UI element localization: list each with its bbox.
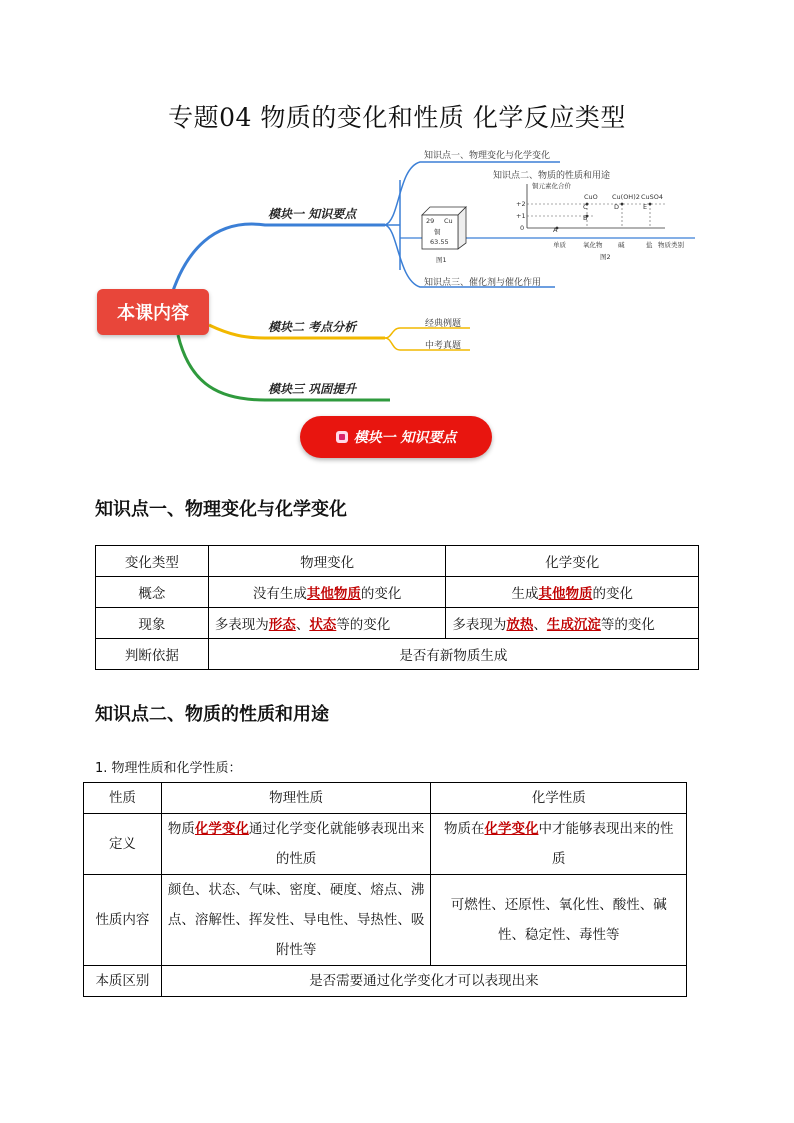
cell-text: 物质在: [443, 821, 485, 837]
chart-point-label: A: [553, 226, 558, 234]
table-cell: 变化类型: [96, 546, 209, 577]
element-mass: 63.55: [430, 238, 449, 246]
table-row: [84, 814, 687, 875]
chart-label-cuso4: CuSO4: [641, 193, 664, 201]
key-term: 生成沉淀: [546, 617, 601, 633]
chart-point-label: D: [614, 203, 620, 211]
table-row: [96, 546, 699, 577]
table-row: [84, 875, 687, 966]
chart-ytick: 0: [520, 224, 525, 232]
page-title: 专题04 物质的变化和性质 化学反应类型: [168, 103, 626, 132]
figure1-caption: 图1: [436, 256, 447, 264]
cell-text: 、: [533, 617, 547, 633]
leaf-knowledge1: 知识点一、物理变化与化学变化: [424, 151, 551, 161]
cell-text: 、: [295, 617, 310, 633]
pill-label: 模块一 知识要点: [353, 430, 457, 446]
table-cell: 物理性质: [161, 783, 431, 814]
table-row: [96, 639, 699, 670]
change-table: [95, 545, 699, 670]
leaf-knowledge2: 知识点二、物质的性质和用途: [493, 171, 611, 181]
key-term: 化学变化: [484, 821, 539, 837]
key-term: 化学变化: [194, 821, 249, 837]
element-name: 铜: [434, 228, 441, 236]
cell-text: 的变化: [360, 586, 402, 602]
table-row: [96, 608, 699, 639]
key-term: 其他物质: [306, 586, 361, 602]
table-row: [84, 783, 687, 814]
chart-point-label: C: [583, 203, 588, 211]
chart-point-label: E: [643, 203, 648, 211]
cell-text: 的变化: [592, 586, 633, 602]
section1-heading: 知识点一、物理变化与化学变化: [95, 499, 347, 520]
key-term: 其他物质: [538, 586, 593, 602]
chart-xlabel: 氧化物: [583, 241, 603, 249]
table-cell: 判断依据: [96, 639, 209, 670]
chart-xlabel: 单质: [553, 241, 566, 249]
table-cell: 可燃性、还原性、氧化性、酸性、碱性、稳定性、毒性等: [431, 875, 687, 966]
table-cell: 性质内容: [84, 875, 162, 966]
cell-text: 等的变化: [600, 617, 655, 633]
table-cell: [431, 814, 687, 875]
chart-xaxis-title: 物质类别: [658, 241, 684, 249]
element-number: 29: [426, 217, 435, 225]
table-cell: 性质: [84, 783, 162, 814]
branch-module1: 模块一 知识要点: [268, 207, 357, 221]
key-term: 放热: [506, 617, 534, 633]
table-cell: 定义: [84, 814, 162, 875]
table-cell: [446, 608, 699, 639]
cell-text: 通过化学变化就能够表现出来的性质: [248, 821, 425, 867]
cell-text: 生成: [511, 586, 539, 602]
cell-text: 多表现为: [452, 617, 507, 633]
chart-xlabel: 碱: [618, 241, 625, 249]
mindmap-root: 本课内容: [97, 289, 209, 335]
section2-heading: 知识点二、物质的性质和用途: [95, 704, 329, 725]
table-cell: [208, 608, 446, 639]
table-cell: 现象: [96, 608, 209, 639]
key-term: 形态: [268, 617, 296, 633]
element-symbol: Cu: [444, 217, 453, 225]
chart-ylabel: 铜元素化合价: [532, 182, 571, 190]
subheading: 1. 物理性质和化学性质：: [95, 761, 242, 776]
cell-text: 物质: [167, 821, 195, 837]
table-row: [84, 966, 687, 997]
figure2-caption: 图2: [600, 253, 611, 261]
chart-xlabel: 盐: [646, 241, 653, 249]
table-cell: [446, 577, 699, 608]
key-term: 状态: [309, 617, 337, 633]
chart-ytick: +2: [516, 200, 526, 208]
table-cell: 本质区别: [84, 966, 162, 997]
branch-module2: 模块二 考点分析: [268, 320, 357, 334]
table-cell: 化学性质: [431, 783, 687, 814]
table-row: [96, 577, 699, 608]
branch-module3: 模块三 巩固提升: [268, 382, 357, 396]
chart-label-cuo: CuO: [584, 193, 598, 201]
table-cell: 颜色、状态、气味、密度、硬度、熔点、沸点、溶解性、挥发性、导电性、导热性、吸附性等: [161, 875, 431, 966]
cell-text: 多表现为: [214, 617, 269, 633]
cell-text: 中才能够表现出来的性质: [538, 821, 674, 867]
cell-text: 没有生成: [252, 586, 307, 602]
table-cell: 是否需要通过化学变化才可以表现出来: [161, 966, 686, 997]
property-table: [83, 782, 687, 997]
leaf-knowledge3: 知识点三、催化剂与催化作用: [424, 278, 542, 288]
chart-point-label: B: [583, 214, 588, 222]
cell-text: 等的变化: [336, 617, 391, 633]
table-cell: [208, 577, 446, 608]
book-icon: [336, 431, 348, 443]
chart-ytick: +1: [516, 212, 526, 220]
table-cell: 物理变化: [208, 546, 446, 577]
table-cell: 概念: [96, 577, 209, 608]
table-cell: 化学变化: [446, 546, 699, 577]
leaf-examples: 经典例题: [425, 319, 462, 329]
module1-pill: [300, 416, 492, 458]
table-cell: 是否有新物质生成: [208, 639, 698, 670]
table-cell: [161, 814, 431, 875]
leaf-exam-questions: 中考真题: [425, 341, 462, 351]
chart-label-cuoh2: Cu(OH)2: [612, 193, 640, 201]
